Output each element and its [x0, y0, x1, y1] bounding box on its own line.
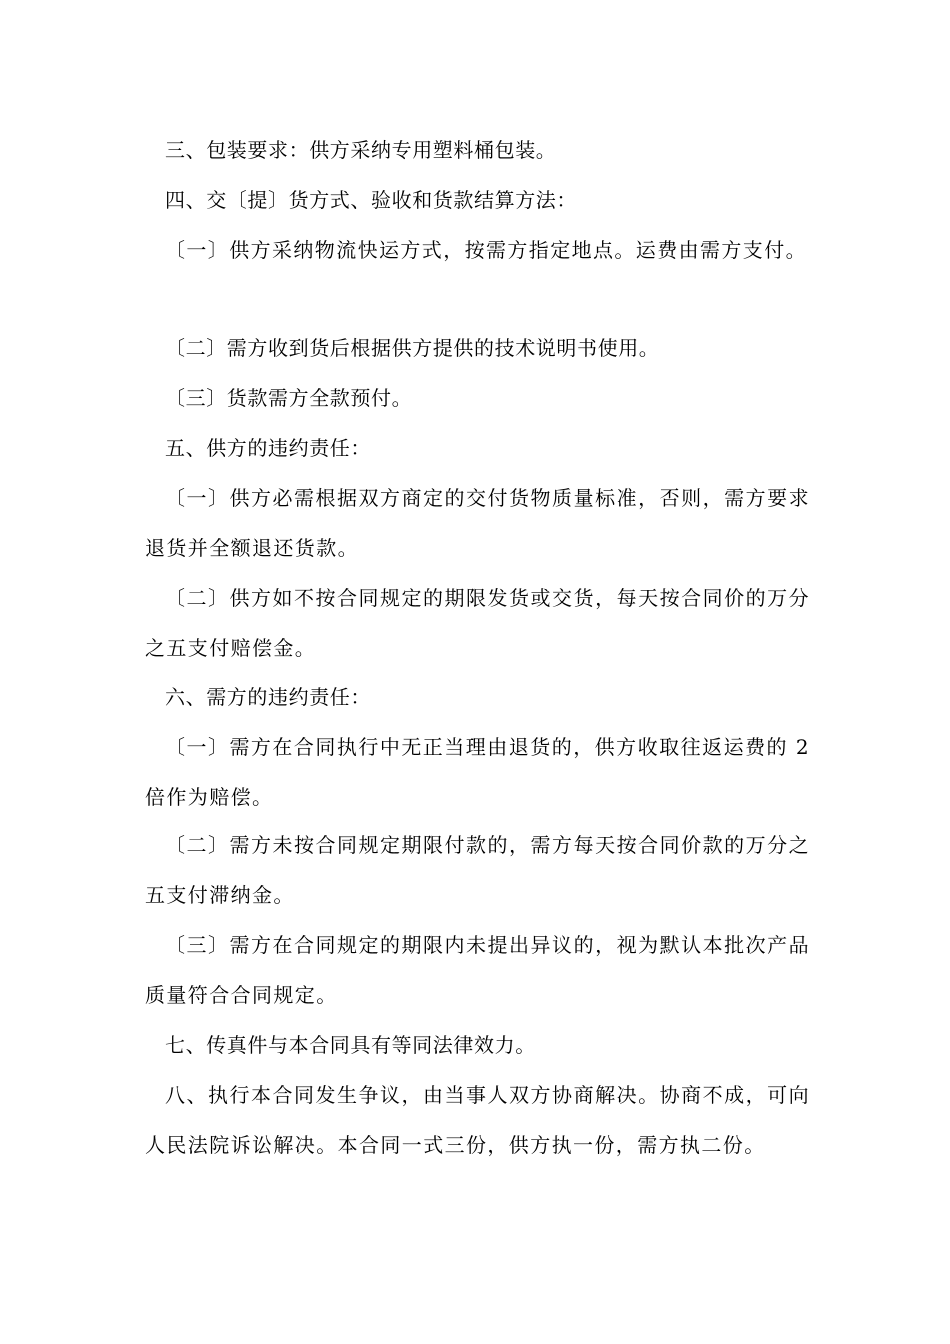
clause-4-item-2: 〔二〕需方收到货后根据供方提供的技术说明书使用。	[165, 336, 660, 360]
clause-6-item-1: 〔一〕需方在合同执行中无正当理由退货的，供方收取往返运费的 2 倍作为赔偿。	[145, 735, 810, 809]
clause-6-item-2: 〔二〕需方未按合同规定期限付款的，需方每天按合同价款的万分之五支付滞纳金。	[145, 833, 810, 907]
clause-5-heading: 五、供方的违约责任：	[165, 436, 371, 460]
clause-4-item-3: 〔三〕货款需方全款预付。	[165, 386, 413, 410]
clause-8: 八、执行本合同发生争议，由当事人双方协商解决。协商不成，可向人民法院诉讼解决。本合同一式三份，供方执一份，需方执二份。	[145, 1083, 810, 1157]
clause-6-item-3: 〔三〕需方在合同规定的期限内未提出异议的，视为默认本批次产品质量符合合同规定。	[145, 933, 810, 1007]
clause-4-item-1: 〔一〕供方采纳物流快运方式，按需方指定地点。运费由需方支付。	[165, 238, 807, 262]
clause-3-packaging: 三、包装要求：供方采纳专用塑料桶包装。	[165, 138, 557, 162]
clause-7: 七、传真件与本合同具有等同法律效力。	[165, 1033, 536, 1057]
clause-5-item-2: 〔二〕供方如不按合同规定的期限发货或交货，每天按合同价的万分之五支付赔偿金。	[145, 586, 810, 660]
clause-4-heading: 四、交〔提〕货方式、验收和货款结算方法：	[165, 188, 577, 212]
clause-6-heading: 六、需方的违约责任：	[165, 685, 371, 709]
clause-5-item-1: 〔一〕供方必需根据双方商定的交付货物质量标准，否则，需方要求退货并全额退还货款。	[145, 486, 810, 560]
